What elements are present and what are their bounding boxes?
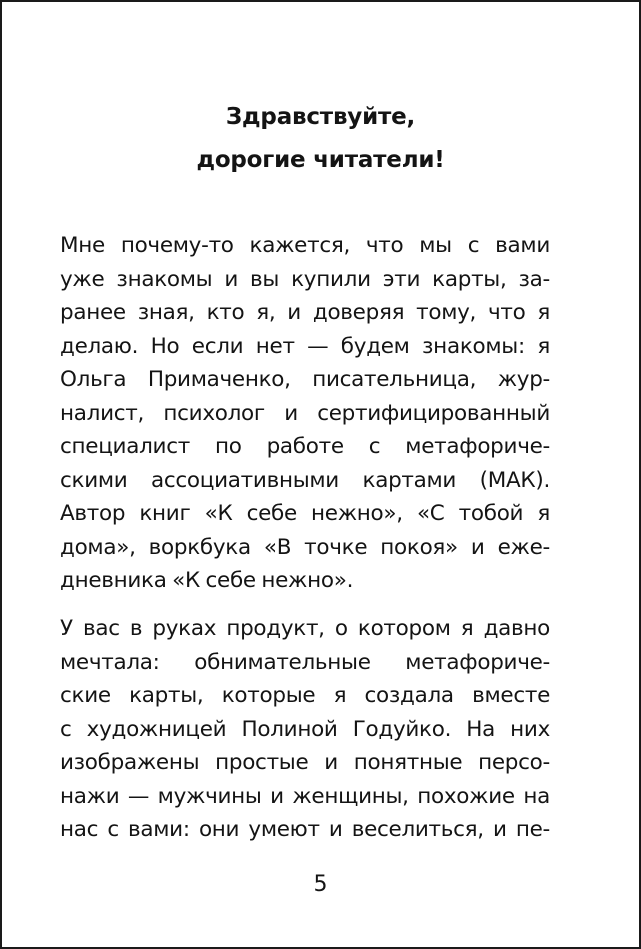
text-line: Ольга Примаченко, писательница, жур- bbox=[60, 367, 550, 392]
text-line: дома», воркбука «В точке покоя» и еже- bbox=[60, 534, 550, 560]
text-line: с художницей Полиной Годуйко. На них bbox=[60, 716, 550, 742]
text-line: специалист по работе с метафориче- bbox=[60, 434, 550, 459]
text-line: скими ассоциативными картами (МАК). bbox=[60, 467, 550, 493]
page-number: 5 bbox=[313, 872, 328, 897]
text-line: Мне почему-то кажется, что мы с вами bbox=[60, 233, 550, 258]
text-line: делаю. Но если нет — будем знакомы: я bbox=[60, 333, 550, 359]
text-line: У вас в руках продукт, о котором я давно bbox=[60, 616, 550, 641]
text-line: ские карты, которые я создала вместе bbox=[60, 683, 550, 708]
paragraph-product bbox=[60, 612, 550, 847]
text-line: ранее зная, кто я, и доверяя тому, что я bbox=[60, 300, 550, 325]
text-line: Автор книг «К себе нежно», «С тобой я bbox=[60, 501, 550, 526]
page-title bbox=[2, 96, 639, 182]
text-line: дневника «К себе нежно». bbox=[60, 568, 354, 593]
text-line: уже знакомы и вы купили эти карты, за- bbox=[60, 266, 550, 292]
text-line: налист, психолог и сертифицированный bbox=[60, 400, 550, 426]
text-line: нажи — мужчины и женщины, похожие на bbox=[60, 783, 550, 809]
title-line-2: дорогие читатели! bbox=[196, 147, 445, 173]
title-line-1: Здравствуйте, bbox=[225, 104, 416, 130]
text-line: нас с вами: они умеют и веселиться, и пе- bbox=[60, 817, 550, 842]
text-line: изображены простые и понятные персо- bbox=[60, 750, 550, 775]
text-line: мечтала: обнимательные метафориче- bbox=[60, 649, 550, 675]
paragraph-intro bbox=[60, 229, 550, 598]
